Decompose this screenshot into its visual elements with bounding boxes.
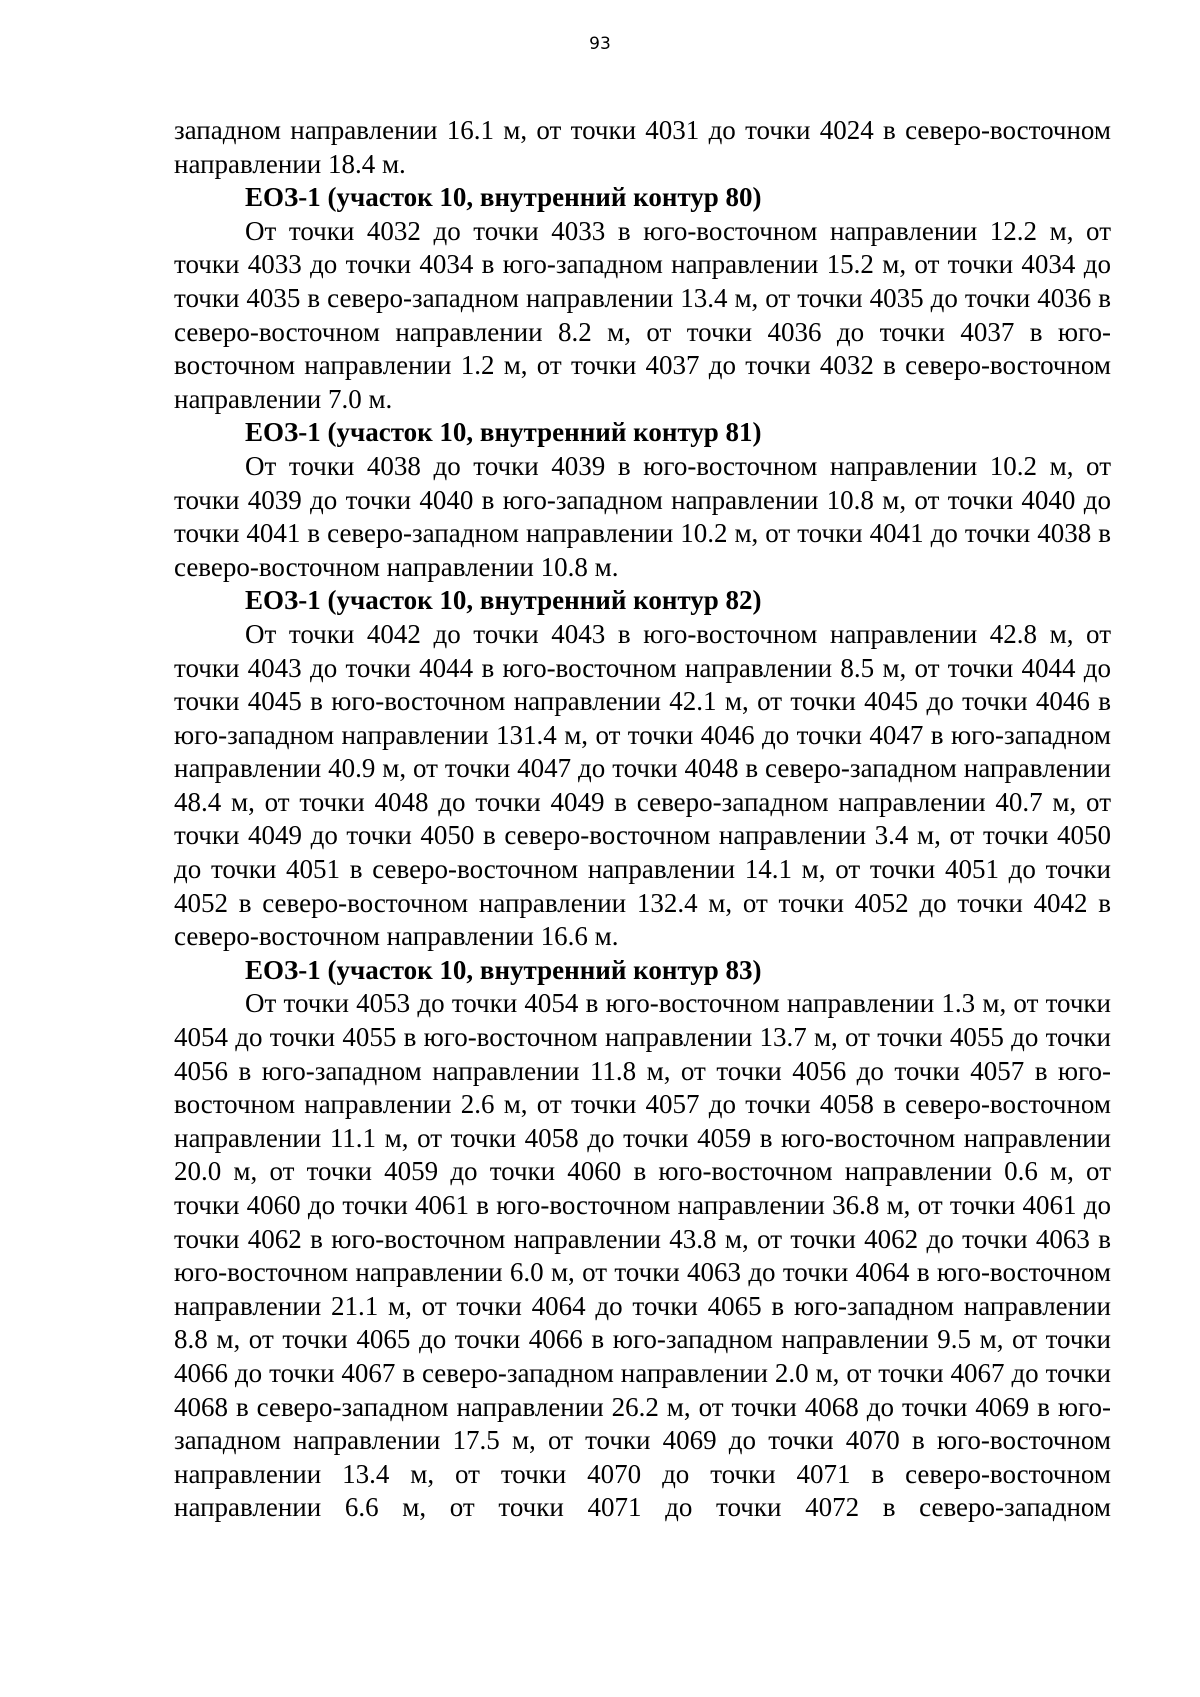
section-heading-contour-81: ЕОЗ-1 (участок 10, внутренний контур 81) bbox=[245, 417, 762, 448]
page-number: 93 bbox=[589, 34, 611, 54]
section-heading-contour-80: ЕОЗ-1 (участок 10, внутренний контур 80) bbox=[245, 182, 762, 213]
paragraph-contour-82: От точки 4042 до точки 4043 в юго-восточном направлении 42.8 м, от точки 4043 до точки 4044 в юго-восточном направлении 8.5 м, от точки 4044 до точки 4045 в юго-восточном направлении 42.1 м, от точки 4045 до точки 4046 в юго-западном направлении 131.4 м, от точки 4046 до точки 4047 в юго-западном направлении 40.9 м, от точки 4047 до точки 4048 в северо-западном направлении 48.4 м, от точки 4048 до точки 4049 в северо-западном направлении 40.7 м, от точки 4049 до точки 4050 в северо-восточном направлении 3.4 м, от точки 4050 до точки 4051 в северо-восточном направлении 14.1 м, от точки 4051 до точки 4052 в северо-восточном направлении 132.4 м, от точки 4052 до точки 4042 в северо-восточном направлении 16.6 м. bbox=[174, 618, 1111, 952]
paragraph-contour-81: От точки 4038 до точки 4039 в юго-восточном направлении 10.2 м, от точки 4039 до точки 4040 в юго-западном направлении 10.8 м, от точки 4040 до точки 4041 в северо-западном направлении 10.2 м, от точки 4041 до точки 4038 в северо-восточном направлении 10.8 м. bbox=[174, 450, 1111, 582]
section-heading-contour-82: ЕОЗ-1 (участок 10, внутренний контур 82) bbox=[245, 585, 762, 616]
section-heading-contour-83: ЕОЗ-1 (участок 10, внутренний контур 83) bbox=[245, 954, 762, 985]
document-body bbox=[174, 114, 1111, 1525]
paragraph-continuation: западном направлении 16.1 м, от точки 4031 до точки 4024 в северо-восточном направлении 18.4 м. bbox=[174, 115, 1111, 179]
paragraph-contour-83: От точки 4053 до точки 4054 в юго-восточном направлении 1.3 м, от точки 4054 до точки 4055 в юго-восточном направлении 13.7 м, от точки 4055 до точки 4056 в юго-западном направлении 11.8 м, от точки 4056 до точки 4057 в юго-восточном направлении 2.6 м, от точки 4057 до точки 4058 в северо-восточном направлении 11.1 м, от точки 4058 до точки 4059 в юго-восточном направлении 20.0 м, от точки 4059 до точки 4060 в юго-восточном направлении 0.6 м, от точки 4060 до точки 4061 в юго-восточном направлении 36.8 м, от точки 4061 до точки 4062 в юго-восточном направлении 43.8 м, от точки 4062 до точки 4063 в юго-восточном направлении 6.0 м, от точки 4063 до точки 4064 в юго-восточном направлении 21.1 м, от точки 4064 до точки 4065 в юго-западном направлении 8.8 м, от точки 4065 до точки 4066 в юго-западном направлении 9.5 м, от точки 4066 до точки 4067 в северо-западном направлении 2.0 м, от точки 4067 до точки 4068 в северо-западном направлении 26.2 м, от точки 4068 до точки 4069 в юго-западном направлении 17.5 м, от точки 4069 до точки 4070 в юго-восточном направлении 13.4 м, от точки 4070 до точки 4071 в северо-восточном направлении 6.6 м, от точки 4071 до точки 4072 в северо-западном bbox=[174, 988, 1111, 1523]
paragraph-contour-80: От точки 4032 до точки 4033 в юго-восточном направлении 12.2 м, от точки 4033 до точки 4034 в юго-западном направлении 15.2 м, от точки 4034 до точки 4035 в северо-западном направлении 13.4 м, от точки 4035 до точки 4036 в северо-восточном направлении 8.2 м, от точки 4036 до точки 4037 в юго-восточном направлении 1.2 м, от точки 4037 до точки 4032 в северо-восточном направлении 7.0 м. bbox=[174, 215, 1111, 414]
